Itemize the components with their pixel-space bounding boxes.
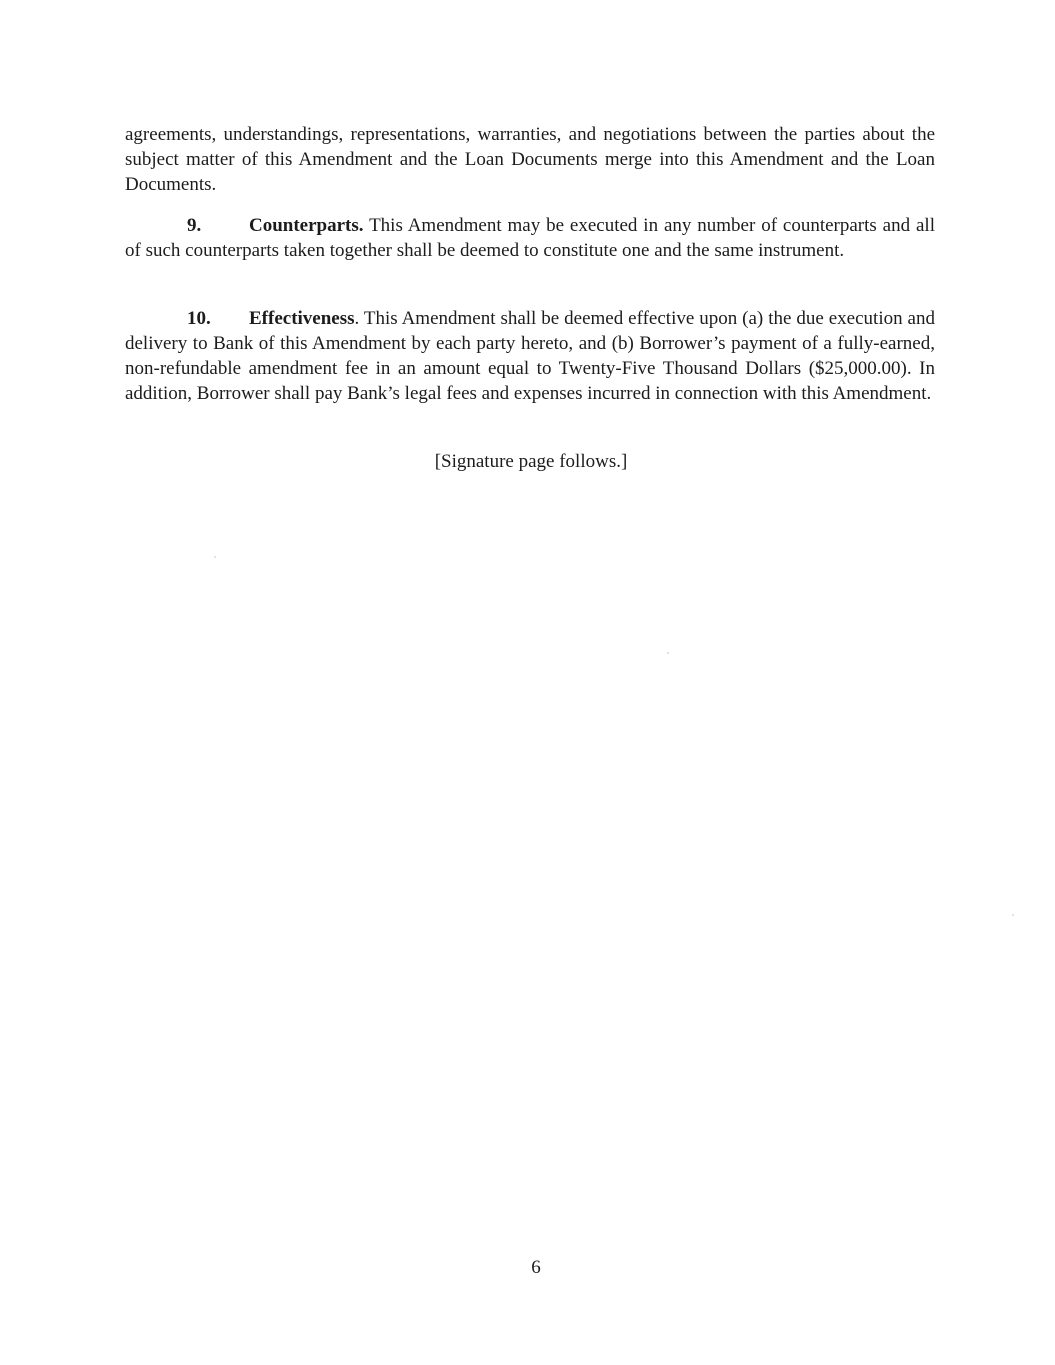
section-10-paragraph bbox=[125, 306, 935, 406]
scan-speck bbox=[1012, 914, 1014, 916]
section-9-title: Counterparts. bbox=[249, 215, 364, 236]
scan-speck bbox=[214, 556, 216, 558]
section-9-number: 9. bbox=[187, 215, 202, 236]
section-10-number: 10. bbox=[187, 308, 211, 329]
continuation-paragraph: agreements, understandings, representations, warranties, and negotiations between the parties about the subject matter of this Amendment and the Loan Documents merge into this Amendment and the Loan Documents. bbox=[125, 124, 935, 195]
signature-page-note: [Signature page follows.] bbox=[434, 451, 628, 472]
section-9-paragraph bbox=[125, 213, 935, 263]
page-number: 6 bbox=[531, 1257, 541, 1278]
scan-speck bbox=[667, 652, 669, 654]
section-9-body: This Amendment may be executed in any number of counterparts and all of such counterparts taken together shall be deemed to constitute one and the same instrument. bbox=[125, 215, 935, 261]
section-10-title: Effectiveness bbox=[249, 308, 355, 329]
section-10-body: This Amendment shall be deemed effective upon (a) the due execution and delivery to Bank of this Amendment by each party hereto, and (b) Borrower’s payment of a fully-earned, non-refundable amendment fee in an amount equal to Twenty-Five Thousand Dollars ($25,000.00). In addition, Borrower shall pay Bank’s legal fees and expenses incurred in connection with this Amendment. bbox=[125, 308, 935, 404]
section-10-title-period: . bbox=[354, 308, 360, 329]
